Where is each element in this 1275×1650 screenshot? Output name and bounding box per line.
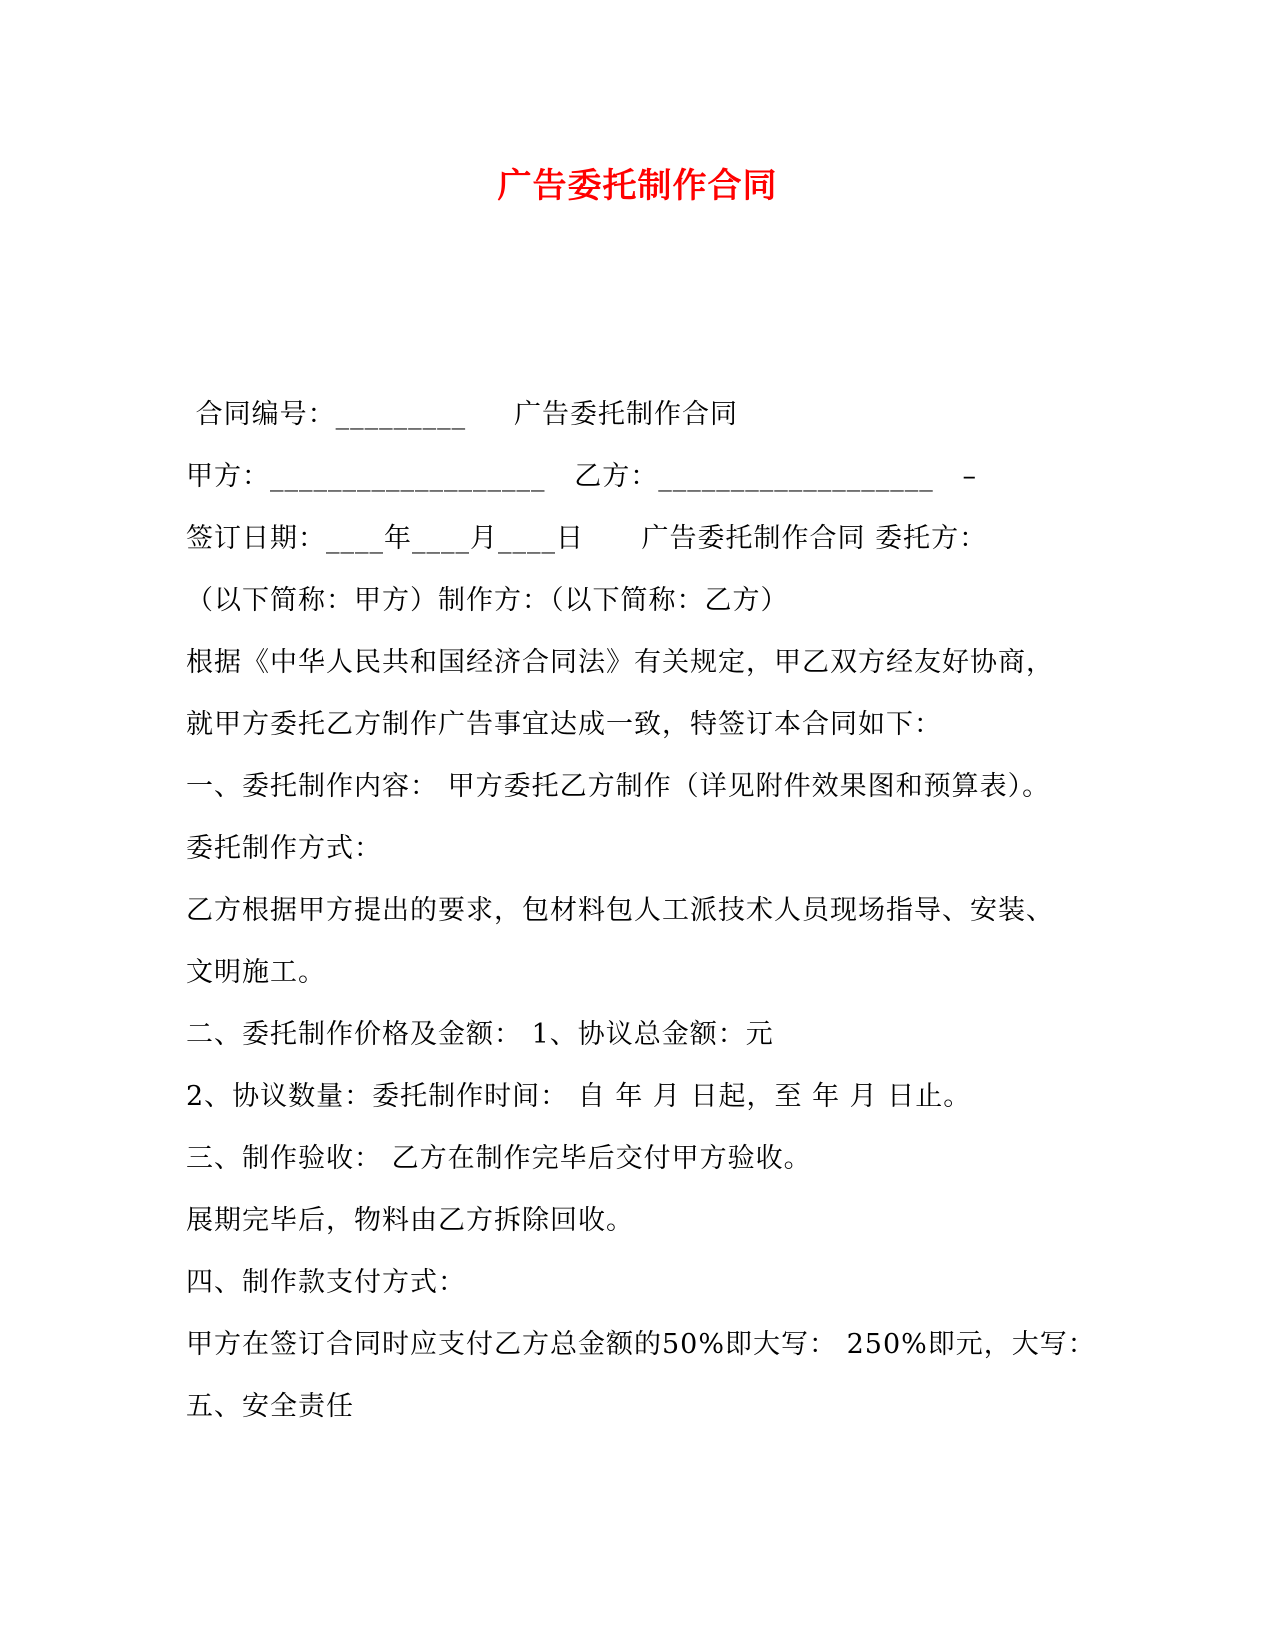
section-heading-acceptance: 三、制作验收： 乙方在制作完毕后交付甲方验收。 bbox=[186, 1143, 812, 1174]
abbreviation-line: （以下简称：甲方）制作方：（以下简称：乙方） bbox=[186, 585, 789, 616]
paragraph-line: 委托制作方式： bbox=[186, 833, 382, 864]
paragraph-line: 根据《中华人民共和国经济合同法》有关规定，甲乙双方经友好协商， bbox=[186, 647, 1054, 678]
section-heading-content: 一、委托制作内容： 甲方委托乙方制作（详见附件效果图和预算表）。 bbox=[186, 771, 1051, 802]
paragraph-line: 展期完毕后，物料由乙方拆除回收。 bbox=[186, 1205, 634, 1236]
section-heading-price: 二、委托制作价格及金额： 1、协议总金额：元 bbox=[186, 1019, 774, 1050]
signing-date-line: 签订日期：____年____月____日 广告委托制作合同 委托方： bbox=[186, 523, 988, 554]
section-heading-payment: 四、制作款支付方式： bbox=[186, 1267, 466, 1298]
section-heading-safety: 五、安全责任 bbox=[186, 1391, 354, 1422]
page-title: 广告委托制作合同 bbox=[497, 166, 778, 206]
paragraph-line: 文明施工。 bbox=[186, 957, 326, 988]
paragraph-line: 就甲方委托乙方制作广告事宜达成一致，特签订本合同如下： bbox=[186, 709, 942, 740]
paragraph-line: 2、协议数量：委托制作时间： 自 年 月 日起，至 年 月 日止。 bbox=[186, 1081, 972, 1112]
paragraph-line: 乙方根据甲方提出的要求，包材料包人工派技术人员现场指导、安装、 bbox=[186, 895, 1054, 926]
parties-line: 甲方：___________________ 乙方：___________________ – bbox=[186, 461, 977, 492]
paragraph-line: 甲方在签订合同时应支付乙方总金额的50%即大写： 250%即元，大写： bbox=[186, 1329, 1096, 1360]
contract-number-line: 合同编号：_________ 广告委托制作合同 bbox=[186, 399, 738, 430]
